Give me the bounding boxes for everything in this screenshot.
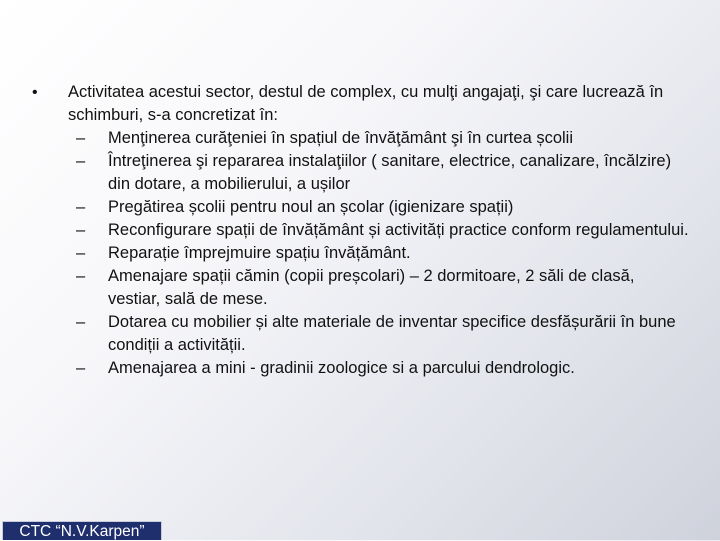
- list-item-text: Menţinerea curăţeniei în spațiul de învăţământ şi în curtea școlii: [108, 129, 573, 147]
- list-item: [68, 150, 690, 196]
- dash-icon: –: [76, 313, 86, 331]
- dash-icon: –: [76, 221, 86, 239]
- list-item-text: Întreţinerea şi repararea instalaţiilor ( sanitare, electrice, canalizare, încălzire) din dotare, a mobilierului, a ușilor: [108, 152, 672, 193]
- list-item: [68, 357, 690, 380]
- list-item: [68, 127, 690, 150]
- footer-label: CTC “N.V.Karpen”: [2, 521, 162, 540]
- dash-icon: –: [76, 129, 86, 147]
- list-item-text: Reconfigurare spații de învățământ și activități practice conform regulamentului.: [108, 221, 689, 239]
- list-item-text: Amenajarea a mini - gradinii zoologice si a parcului dendrologic.: [108, 359, 575, 377]
- slide-content: [30, 81, 690, 380]
- list-item: [68, 219, 690, 242]
- list-item-text: Amenajare spații cămin (copii preșcolari) – 2 dormitoare, 2 săli de clasă, vestiar, sală de mese.: [108, 267, 635, 308]
- dash-icon: –: [76, 198, 86, 216]
- dash-icon: –: [76, 152, 86, 170]
- main-bullet-item: [30, 81, 690, 380]
- dash-icon: –: [76, 244, 86, 262]
- dash-icon: –: [76, 267, 86, 285]
- bullet-icon: •: [32, 84, 38, 101]
- sub-item-list: [68, 127, 690, 380]
- list-item: [68, 196, 690, 219]
- list-item: [68, 311, 690, 357]
- list-item-text: Pregătirea școlii pentru noul an școlar (igienizare spații): [108, 198, 514, 216]
- list-item: [68, 242, 690, 265]
- dash-icon: –: [76, 359, 86, 377]
- list-item-text: Dotarea cu mobilier și alte materiale de inventar specifice desfășurării în bune condiții a activității.: [108, 313, 676, 354]
- list-item: [68, 265, 690, 311]
- list-item-text: Reparație împrejmuire spațiu învățământ.: [108, 244, 411, 262]
- main-bullet-text: Activitatea acestui sector, destul de complex, cu mulţi angajaţi, şi care lucrează în schimburi, s-a concretizat în:: [68, 83, 664, 124]
